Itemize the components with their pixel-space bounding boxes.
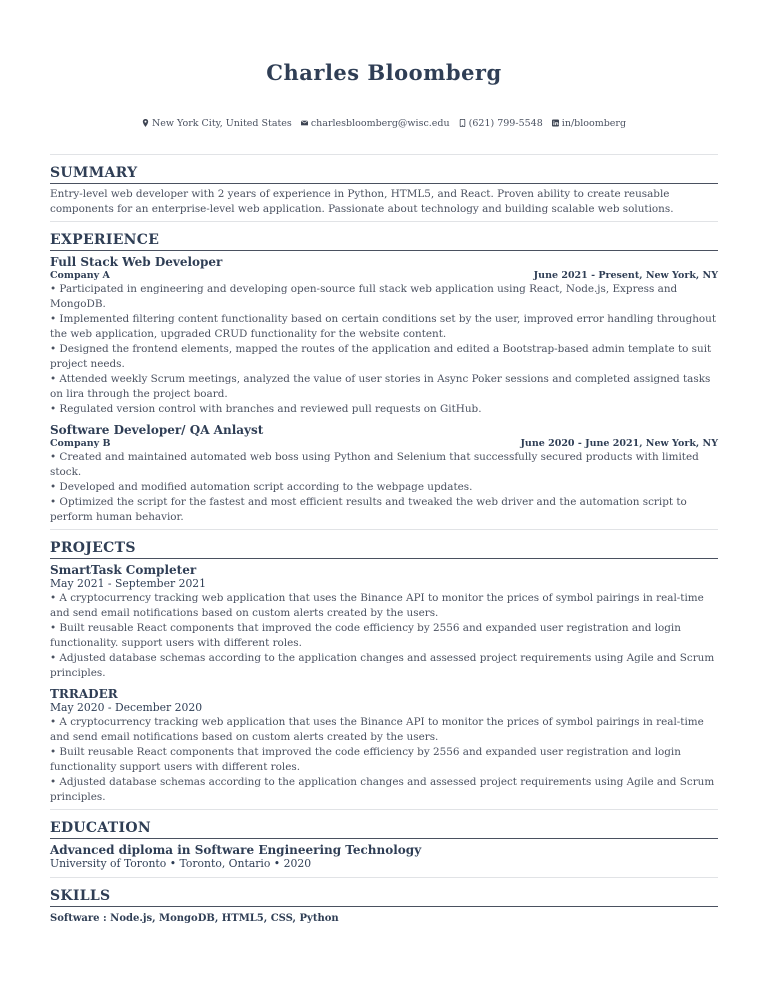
project-title: TRRADER	[50, 687, 118, 701]
contact-phone[interactable]	[459, 118, 543, 129]
project-dates: May 2020 - December 2020	[50, 701, 203, 714]
linkedin-text[interactable]: in/bloomberg	[561, 118, 627, 129]
section-title-projects: PROJECTS	[50, 530, 718, 559]
candidate-name: Charles Bloomberg	[266, 60, 502, 85]
bullet-item: • Attended weekly Scrum meetings, analyzed the value of user stories in Async Poker sessions and completed assigned tasks on lira through the project board.	[50, 373, 711, 400]
job-bullets	[50, 282, 718, 419]
location-text: New York City, United States	[151, 118, 292, 129]
section-title-experience: EXPERIENCE	[50, 222, 718, 251]
contact-location	[142, 118, 292, 129]
contact-bar	[0, 118, 768, 129]
bullet-item: • Adjusted database schemas according to the application changes and assessed project requirements using Agile and Scrum principles.	[50, 652, 715, 679]
project-bullets	[50, 715, 718, 807]
project-entry	[50, 559, 718, 683]
bullet-item: • Implemented filtering content functionality based on certain conditions set by the user, improved error handling throughout the web application, upgraded CRUD functionality for the website content.	[50, 313, 717, 340]
phone-text[interactable]: (621) 799-5548	[468, 118, 543, 129]
job-entry	[50, 251, 718, 419]
project-title: SmartTask Completer	[50, 563, 197, 577]
envelope-icon	[301, 119, 308, 127]
job-title: Full Stack Web Developer	[50, 255, 223, 269]
section-title-skills: SKILLS	[50, 878, 718, 907]
bullet-item: • Developed and modified automation script according to the webpage updates.	[50, 481, 473, 493]
bullet-item: • Created and maintained automated web boss using Python and Selenium that successfully secured products with limited stock.	[50, 451, 699, 478]
bullet-item: • A cryptocurrency tracking web application that uses the Binance API to monitor the prices of symbol pairings in real-time and send email notifications based on custom alerts created by the users.	[50, 716, 704, 743]
job-dates-location: June 2020 - June 2021, New York, NY	[520, 438, 718, 449]
job-dates-location: June 2021 - Present, New York, NY	[533, 270, 718, 281]
bullet-item: • Optimized the script for the fastest and most efficient results and tweaked the web driver and the automation script to perform human behavior.	[50, 496, 687, 523]
section-title-summary: SUMMARY	[50, 155, 718, 184]
section-title-education: EDUCATION	[50, 810, 718, 839]
company-name: Company B	[50, 438, 111, 449]
education-degree: Advanced diploma in Software Engineering Technology	[50, 843, 422, 857]
job-subheader	[50, 270, 718, 282]
bullet-item: • Regulated version control with branches and reviewed pull requests on GitHub.	[50, 403, 482, 415]
summary-text: Entry-level web developer with 2 years of experience in Python, HTML5, and React. Proven ability to create reusable components for an enterprise-level web application. Passionate about technology and building scalable web solutions.	[50, 188, 674, 215]
job-subheader	[50, 438, 718, 450]
email-text[interactable]: charlesbloomberg@wisc.edu	[310, 118, 450, 129]
bullet-item: • A cryptocurrency tracking web application that uses the Binance API to monitor the prices of symbol pairings in real-time and send email notifications based on custom alerts created by the users.	[50, 592, 704, 619]
bullet-item: • Built reusable React components that improved the code efficiency by 2556 and expanded user registration and login functionality. support users with different roles.	[50, 622, 681, 649]
bullet-item: • Designed the frontend elements, mapped the routes of the application and edited a Bootstrap-based admin template to suit project needs.	[50, 343, 712, 370]
project-bullets	[50, 591, 718, 683]
bullet-item: • Built reusable React components that improved the code efficiency by 2556 and expanded user registration and login functionality support users with different roles.	[50, 746, 681, 773]
job-title: Software Developer/ QA Anlayst	[50, 423, 264, 437]
job-bullets	[50, 450, 718, 527]
location-pin-icon	[142, 119, 149, 127]
bullet-item: • Adjusted database schemas according to the application changes and assessed project requirements using Agile and Scrum principles.	[50, 776, 715, 803]
project-entry	[50, 683, 718, 807]
phone-icon	[459, 119, 466, 127]
summary-section	[50, 155, 718, 222]
skills-section	[50, 878, 718, 924]
projects-section	[50, 530, 718, 810]
contact-linkedin[interactable]	[552, 118, 626, 129]
bullet-item: • Participated in engineering and developing open-source full stack web application using React, Node.js, Express and MongoDB.	[50, 283, 678, 310]
project-dates: May 2021 - September 2021	[50, 577, 207, 590]
education-meta: University of Toronto • Toronto, Ontario • 2020	[50, 857, 312, 870]
education-section	[50, 810, 718, 878]
contact-email[interactable]	[301, 118, 450, 129]
linkedin-icon	[552, 119, 559, 127]
skills-list: Software : Node.js, MongoDB, HTML5, CSS, Python	[50, 913, 339, 924]
resume-content	[50, 154, 718, 924]
company-name: Company A	[50, 270, 110, 281]
experience-section	[50, 222, 718, 530]
job-entry	[50, 419, 718, 527]
